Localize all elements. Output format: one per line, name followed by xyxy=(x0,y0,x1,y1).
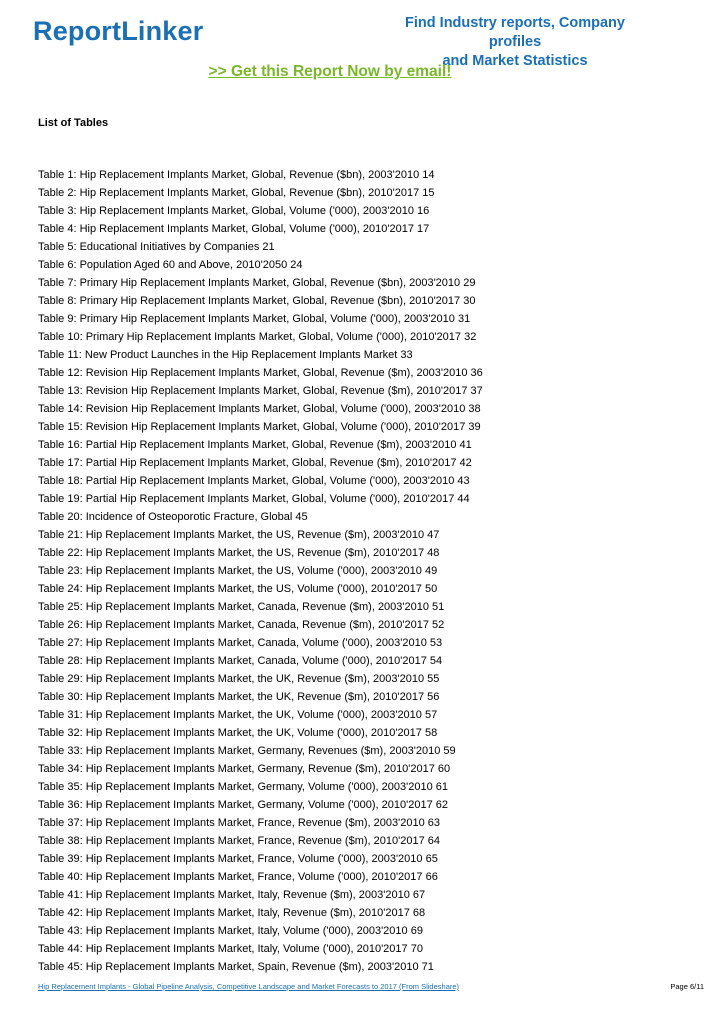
list-item: Table 4: Hip Replacement Implants Market, Global, Volume ('000), 2010'2017 17 xyxy=(38,223,430,235)
list-item: Table 12: Revision Hip Replacement Implants Market, Global, Revenue ($m), 2003'2010 36 xyxy=(38,367,483,379)
list-item: Table 11: New Product Launches in the Hip Replacement Implants Market 33 xyxy=(38,349,413,361)
list-item: Table 9: Primary Hip Replacement Implants Market, Global, Volume ('000), 2003'2010 31 xyxy=(38,313,471,325)
page-number: Page 6/11 xyxy=(670,982,704,991)
list-item: Table 20: Incidence of Osteoporotic Fracture, Global 45 xyxy=(38,511,308,523)
list-item: Table 29: Hip Replacement Implants Market, the UK, Revenue ($m), 2003'2010 55 xyxy=(38,673,440,685)
list-item: Table 37: Hip Replacement Implants Market, France, Revenue ($m), 2003'2010 63 xyxy=(38,817,440,829)
list-item: Table 17: Partial Hip Replacement Implants Market, Global, Revenue ($m), 2010'2017 42 xyxy=(38,457,472,469)
list-item: Table 39: Hip Replacement Implants Market, France, Volume ('000), 2003'2010 65 xyxy=(38,853,438,865)
reportlinker-logo[interactable]: ReportLinker xyxy=(33,16,204,46)
list-item: Table 42: Hip Replacement Implants Market, Italy, Revenue ($m), 2010'2017 68 xyxy=(38,907,426,919)
list-item: Table 18: Partial Hip Replacement Implants Market, Global, Volume ('000), 2003'2010 43 xyxy=(38,475,470,487)
list-item: Table 16: Partial Hip Replacement Implants Market, Global, Revenue ($m), 2003'2010 41 xyxy=(38,439,472,451)
list-item: Table 7: Primary Hip Replacement Implants Market, Global, Revenue ($bn), 2003'2010 29 xyxy=(38,277,476,289)
list-item: Table 33: Hip Replacement Implants Market, Germany, Revenues ($m), 2003'2010 59 xyxy=(38,745,456,757)
list-item: Table 15: Revision Hip Replacement Implants Market, Global, Volume ('000), 2010'2017 39 xyxy=(38,421,481,433)
list-item: Table 2: Hip Replacement Implants Market, Global, Revenue ($bn), 2010'2017 15 xyxy=(38,187,435,199)
list-item: Table 32: Hip Replacement Implants Market, the UK, Volume ('000), 2010'2017 58 xyxy=(38,727,438,739)
list-item: Table 19: Partial Hip Replacement Implants Market, Global, Volume ('000), 2010'2017 44 xyxy=(38,493,470,505)
list-item: Table 26: Hip Replacement Implants Market, Canada, Revenue ($m), 2010'2017 52 xyxy=(38,619,445,631)
list-item: Table 24: Hip Replacement Implants Market, the US, Volume ('000), 2010'2017 50 xyxy=(38,583,438,595)
list-item: Table 8: Primary Hip Replacement Implants Market, Global, Revenue ($bn), 2010'2017 30 xyxy=(38,295,476,307)
footer-source-link[interactable]: Hip Replacement Implants - Global Pipeline Analysis, Competitive Landscape and Market Forecasts to 2017 (From Slideshare) xyxy=(38,982,460,991)
list-item: Table 35: Hip Replacement Implants Market, Germany, Volume ('000), 2003'2010 61 xyxy=(38,781,448,793)
list-item: Table 34: Hip Replacement Implants Market, Germany, Revenue ($m), 2010'2017 60 xyxy=(38,763,451,775)
list-item: Table 45: Hip Replacement Implants Market, Spain, Revenue ($m), 2003'2010 71 xyxy=(38,961,434,973)
list-item: Table 44: Hip Replacement Implants Market, Italy, Volume ('000), 2010'2017 70 xyxy=(38,943,423,955)
list-of-tables xyxy=(38,166,483,976)
list-item: Table 13: Revision Hip Replacement Implants Market, Global, Revenue ($m), 2010'2017 37 xyxy=(38,385,483,397)
list-item: Table 41: Hip Replacement Implants Market, Italy, Revenue ($m), 2003'2010 67 xyxy=(38,889,426,901)
get-report-link[interactable]: >> Get this Report Now by email! xyxy=(208,63,452,80)
list-item: Table 28: Hip Replacement Implants Market, Canada, Volume ('000), 2010'2017 54 xyxy=(38,655,443,667)
list-item: Table 30: Hip Replacement Implants Market, the UK, Revenue ($m), 2010'2017 56 xyxy=(38,691,440,703)
list-item: Table 21: Hip Replacement Implants Market, the US, Revenue ($m), 2003'2010 47 xyxy=(38,529,440,541)
list-item: Table 40: Hip Replacement Implants Market, France, Volume ('000), 2010'2017 66 xyxy=(38,871,438,883)
list-item: Table 3: Hip Replacement Implants Market, Global, Volume ('000), 2003'2010 16 xyxy=(38,205,430,217)
list-item: Table 6: Population Aged 60 and Above, 2010'2050 24 xyxy=(38,259,303,271)
list-item: Table 25: Hip Replacement Implants Market, Canada, Revenue ($m), 2003'2010 51 xyxy=(38,601,445,613)
section-title: List of Tables xyxy=(38,117,109,129)
list-item: Table 31: Hip Replacement Implants Market, the UK, Volume ('000), 2003'2010 57 xyxy=(38,709,438,721)
list-item: Table 36: Hip Replacement Implants Market, Germany, Volume ('000), 2010'2017 62 xyxy=(38,799,448,811)
list-item: Table 38: Hip Replacement Implants Market, France, Revenue ($m), 2010'2017 64 xyxy=(38,835,440,847)
list-item: Table 23: Hip Replacement Implants Market, the US, Volume ('000), 2003'2010 49 xyxy=(38,565,438,577)
list-item: Table 14: Revision Hip Replacement Implants Market, Global, Volume ('000), 2003'2010 38 xyxy=(38,403,481,415)
list-item: Table 22: Hip Replacement Implants Market, the US, Revenue ($m), 2010'2017 48 xyxy=(38,547,440,559)
list-item: Table 43: Hip Replacement Implants Market, Italy, Volume ('000), 2003'2010 69 xyxy=(38,925,423,937)
list-item: Table 5: Educational Initiatives by Companies 21 xyxy=(38,241,275,253)
list-item: Table 10: Primary Hip Replacement Implants Market, Global, Volume ('000), 2010'2017 32 xyxy=(38,331,477,343)
list-item: Table 27: Hip Replacement Implants Market, Canada, Volume ('000), 2003'2010 53 xyxy=(38,637,443,649)
list-item: Table 1: Hip Replacement Implants Market, Global, Revenue ($bn), 2003'2010 14 xyxy=(38,169,435,181)
tagline-line-1: Find Industry reports, Company profiles xyxy=(405,15,625,50)
tagline-line-2: and Market Statistics xyxy=(442,53,588,69)
